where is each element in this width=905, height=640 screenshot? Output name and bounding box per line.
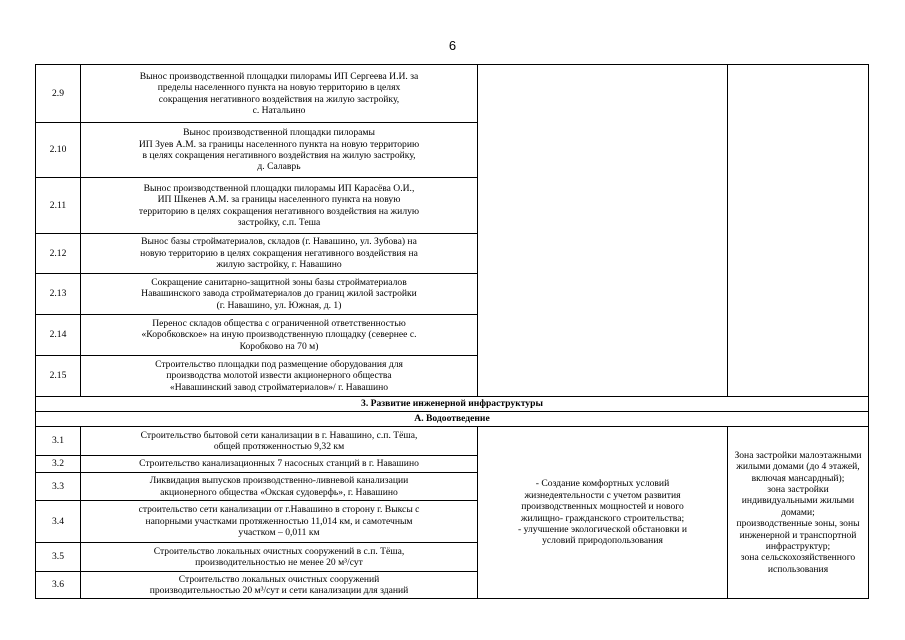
description-line: территорию в целях сокращения негативного воздействия на жилую [138, 205, 420, 217]
description-line: сокращения негативного воздействия на жилую застройку, [158, 93, 400, 105]
row-number: 2.13 [36, 274, 81, 315]
row-description [81, 572, 478, 599]
goals-line: - улучшение экологической обстановки и [518, 523, 687, 535]
zones-line: зона сельскохозяйственного [740, 552, 856, 564]
zones-line: производственные зоны, зоны [736, 518, 860, 530]
description-line: Ликвидация выпусков производственно-ливневой канализации [149, 475, 409, 487]
row-description [81, 274, 478, 315]
row-description [81, 543, 478, 572]
zones-line: зона застройки [767, 483, 829, 495]
row-number: 2.10 [36, 123, 81, 178]
row-number: 3.3 [36, 473, 81, 501]
description-line: Вынос производственной площадки пилорамы ИП Сергеева И.И. за [139, 70, 419, 82]
description-line: в целях сокращения негативного воздействия на жилую застройку, [142, 150, 416, 161]
description-line: д. Салаврь [257, 161, 301, 173]
section-heading: 3. Развитие инженерной инфраструктуры [36, 397, 869, 412]
row-number: 3.4 [36, 501, 81, 543]
description-line: производительностью не менее 20 м³/сут [195, 557, 363, 568]
description-line: Вынос производственной площадки пилорамы [183, 127, 375, 139]
description-line: производительностью 20 м³/сут и сети канализации для зданий [149, 585, 409, 596]
measures-table [35, 64, 869, 599]
description-line: «Коробковское» на иную производственную площадку (севернее с. [141, 329, 417, 341]
goals-line: - Создание комфортных условий [535, 478, 670, 490]
zones-line: жилыми домами (до 4 этажей, [736, 461, 860, 473]
goals-line: производственных мощностей и нового [521, 501, 684, 513]
description-line: (г. Навашино, ул. Южная, д. 1) [216, 299, 342, 311]
zones-cell [728, 427, 869, 599]
description-line: пределы населенного пункта на новую территорию в целях [157, 82, 401, 94]
row-number: 2.9 [36, 65, 81, 123]
description-line: ИП Шкенев А.М. за границы населенного пункта на новую [157, 194, 401, 206]
description-line: Коробково на 70 м) [239, 340, 319, 352]
zones-line: домами; [781, 506, 815, 518]
row-number: 3.2 [36, 456, 81, 473]
description-line: Строительство локальных очистных сооружений в с.п. Тёша, [153, 545, 405, 557]
description-line: Вынос производственной площадки пилорамы ИП Карасёва О.И., [143, 182, 415, 194]
description-line: Навашинского завода стройматериалов до границ жилой застройки [141, 288, 417, 300]
row-number: 2.15 [36, 356, 81, 397]
row-number: 3.1 [36, 427, 81, 456]
subsection-heading: А. Водоотведение [36, 412, 869, 427]
zones-line: Зона застройки малоэтажными [734, 449, 862, 461]
description-line: Перенос складов общества с ограниченной ответственностью [152, 317, 406, 329]
description-line: застройку, с.п. Теша [237, 216, 321, 228]
goals-line: жилищно- гражданского строительства; [520, 512, 685, 524]
row-description [81, 315, 478, 356]
goals-line: условий природопользования [542, 535, 663, 547]
description-line: акционерного общества «Окская судоверфь», г. Навашино [160, 486, 398, 498]
description-line: участком – 0,011 км [238, 527, 320, 539]
description-line: новую территорию в целях сокращения негативного воздействия на [140, 247, 418, 259]
table-row [36, 65, 869, 123]
table-row [36, 427, 869, 456]
description-line: Строительство локальных очистных сооружений [178, 573, 380, 585]
row-description [81, 456, 478, 473]
goals-cell [478, 427, 728, 599]
row-number: 2.14 [36, 315, 81, 356]
row-description [81, 473, 478, 501]
description-line: производства молотой извести акционерного общества [166, 370, 392, 382]
description-line: жилую застройку, г. Навашино [216, 259, 342, 271]
description-line: напорными участками протяженностью 11,014 км, и самотечным [145, 515, 413, 527]
description-line: общей протяженностью 9,32 км [213, 441, 345, 452]
row-description [81, 178, 478, 234]
row-number: 3.5 [36, 543, 81, 572]
row-description [81, 356, 478, 397]
zones-line: включая мансардный); [751, 472, 845, 484]
row-description [81, 234, 478, 274]
row-number: 2.11 [36, 178, 81, 234]
description-line: Строительство площадки под размещение оборудования для [155, 358, 403, 370]
description-line: Вынос базы стройматериалов, складов (г. Навашино, ул. Зубова) на [141, 236, 417, 248]
row-description [81, 65, 478, 123]
goals-line: жизнедеятельности с учетом развития [524, 489, 681, 501]
goals-cell-empty [478, 65, 728, 397]
zones-line: индивидуальными жилыми [741, 495, 855, 507]
row-number: 3.6 [36, 572, 81, 599]
row-description [81, 123, 478, 178]
row-number: 2.12 [36, 234, 81, 274]
zones-line: инфраструктур; [765, 541, 831, 553]
section-heading-row [36, 397, 869, 412]
subsection-heading-row [36, 412, 869, 427]
description-line: ИП Зуев А.М. за границы населенного пункта на новую территорию [138, 138, 420, 150]
zones-cell-empty [728, 65, 869, 397]
row-description [81, 501, 478, 543]
description-line: «Навашинский завод стройматериалов»/ г. Навашино [169, 381, 389, 393]
description-line: Сокращение санитарно-защитной зоны базы стройматериалов [151, 276, 407, 288]
description-line: Строительство канализационных 7 насосных станций в г. Навашино [139, 458, 419, 470]
description-line: строительство сети канализации от г.Навашино в сторону г. Выксы с [138, 504, 420, 516]
zones-line: инженерной и транспортной [739, 529, 857, 541]
description-line: с. Натальино [252, 104, 306, 116]
page-number: 6 [448, 38, 457, 53]
row-description [81, 427, 478, 456]
zones-line: использования [767, 563, 829, 575]
description-line: Строительство бытовой сети канализации в г. Навашино, с.п. Тёша, [140, 429, 418, 441]
